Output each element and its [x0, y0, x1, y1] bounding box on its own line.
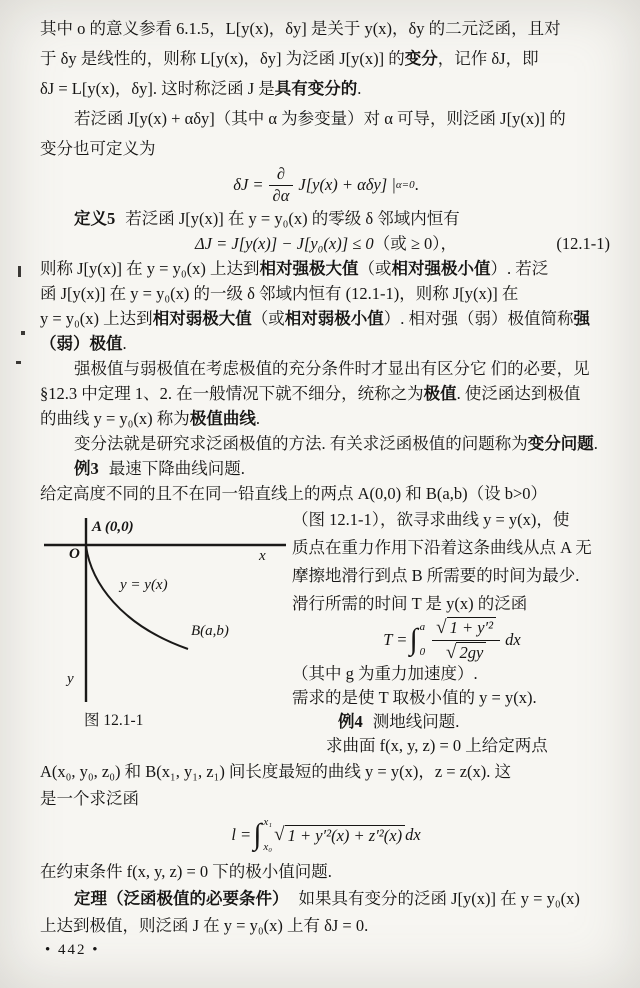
- text-line: [292, 590, 612, 618]
- text-segment: . 使泛函达到极值: [456, 384, 581, 403]
- radicand: 1 + y′²(x) + z′²(x): [285, 825, 406, 846]
- text-segment: ）. 若泛: [490, 259, 549, 278]
- formula-body: J[y(x) + αδy] |: [298, 175, 396, 194]
- radical-sign: √: [446, 641, 457, 663]
- figure-and-text-region: [40, 506, 612, 758]
- curve-label: y = y(x): [120, 577, 168, 593]
- text-line: [40, 331, 612, 356]
- text-line: [40, 256, 612, 281]
- text-line: [292, 662, 612, 686]
- scan-artifact: [18, 266, 21, 277]
- text-line: [40, 456, 612, 481]
- text-line: [292, 734, 612, 758]
- bold-term: 变分问题: [527, 434, 594, 453]
- text-segment: 变分法就是研究求泛函极值的方法. 有关求泛函极值的问题称为: [74, 434, 528, 453]
- text-line: [292, 686, 612, 710]
- page-body: [40, 14, 612, 939]
- definition-label: 定义5: [74, 209, 116, 228]
- text-line: [292, 534, 612, 562]
- fraction-numerator: [432, 617, 500, 641]
- text-line: [40, 44, 612, 74]
- text-segment: 在约束条件 f(x, y, z) = 0 下的极小值问题.: [40, 862, 332, 881]
- formula-differential: dx: [505, 630, 521, 649]
- text-segment: 求曲面 f(x, y, z) = 0 上给定两点: [326, 736, 548, 755]
- text-segment: y = y₀(x) 上达到: [40, 309, 153, 328]
- definition-5: [40, 206, 612, 506]
- example-label: 例4: [338, 712, 363, 731]
- fraction-numerator: ∂: [269, 165, 294, 186]
- text-line: [40, 406, 612, 431]
- bold-term: （弱）极值: [40, 334, 123, 353]
- text-line: [40, 281, 612, 306]
- text-segment: 若泛函 J[y(x) + αδy]（其中 α 为参变量）对 α 可导，则泛函 J[y(x)] 的: [74, 109, 566, 128]
- text-line: [292, 562, 612, 590]
- y-axis-label: y: [67, 671, 74, 687]
- text-line: [40, 785, 612, 812]
- text-segment: 上达到极值，则泛函 J 在 y = y₀(x) 上有 δJ = 0.: [40, 916, 369, 935]
- scan-artifact: [21, 331, 25, 335]
- origin-label: O: [69, 546, 80, 562]
- text-segment: .: [593, 434, 598, 453]
- text-segment: （或: [251, 309, 285, 328]
- point-B-label: B(a,b): [191, 623, 229, 639]
- text-segment: 给定高度不同的且不在同一铅直线上的两点 A(0,0) 和 B(a,b)（设 b>0）: [40, 484, 548, 503]
- formula-lhs: δJ =: [233, 175, 264, 194]
- text-segment: 滑行所需的时间 T 是 y(x) 的泛函: [292, 594, 528, 613]
- text-segment: 最速下降曲线问题.: [108, 459, 245, 478]
- integral: [409, 622, 425, 658]
- text-line: [40, 481, 612, 506]
- text-line: [292, 506, 612, 534]
- text-segment: .: [357, 79, 362, 98]
- bold-term: 具有变分的: [274, 79, 358, 98]
- bold-term: 强: [573, 309, 590, 328]
- formula-arc-length: [40, 812, 612, 858]
- geodesic-paragraph: [40, 758, 612, 939]
- integral-sign: ∫: [409, 623, 418, 656]
- text-line: [40, 885, 612, 912]
- text-segment: ）. 相对强（弱）极值简称: [383, 309, 574, 328]
- fraction-denominator: [432, 641, 500, 664]
- integral-lower-limit: 0: [419, 646, 426, 658]
- text-segment: 是一个求泛函: [40, 789, 139, 808]
- bold-term: 相对弱极小值: [284, 309, 384, 328]
- text-line: [40, 858, 612, 885]
- equation-body: ΔJ = J[y(x)] − J[y₀(x)] ≤ 0: [195, 234, 374, 253]
- integral: [253, 817, 272, 853]
- formula-brachistochrone-time: [292, 618, 612, 662]
- text-line: [40, 381, 612, 406]
- brachistochrone-diagram: [40, 506, 290, 706]
- radical-sign: √: [436, 616, 447, 638]
- figure-caption: 图 12.1-1: [84, 712, 144, 729]
- fraction: [432, 617, 500, 664]
- text-segment: ，记作 δJ，即: [437, 49, 539, 68]
- fraction-denominator: ∂α: [272, 185, 290, 205]
- equation-paren: （或 ≥ 0），: [373, 234, 457, 253]
- formula-variation-derivative: [40, 164, 612, 206]
- integral-sign: ∫: [253, 818, 262, 851]
- bold-term: 相对弱极大值: [152, 309, 252, 328]
- fraction: [269, 165, 294, 206]
- text-line: [40, 104, 612, 134]
- wrapped-text-column: [292, 506, 612, 758]
- integral-upper-limit: x₁: [263, 816, 273, 828]
- equation-number: (12.1-1): [556, 234, 610, 253]
- formula-differential: dx: [405, 825, 421, 844]
- text-segment: 于 δy 是线性的，则称 L[y(x)，δy] 为泛函 J[y(x)] 的: [40, 49, 405, 68]
- text-segment: （图 12.1-1），欲寻求曲线 y = y(x)，使: [292, 510, 570, 529]
- text-line: [292, 710, 612, 734]
- bold-term: 极值: [423, 384, 457, 403]
- example-label: 例3: [74, 459, 99, 478]
- bold-term: 极值曲线: [189, 409, 256, 428]
- text-line: [40, 14, 612, 44]
- text-segment: .: [122, 334, 127, 353]
- page-number: • 442 •: [45, 942, 100, 958]
- text-line: [40, 306, 612, 331]
- formula-period: .: [414, 175, 419, 194]
- scan-artifact: [16, 361, 21, 364]
- radicand: 2gy: [456, 642, 486, 662]
- text-segment: .: [255, 409, 260, 428]
- integral-limits: [420, 622, 426, 658]
- text-line: [40, 74, 612, 104]
- radical-sign: √: [274, 824, 285, 845]
- text-segment: （或: [358, 259, 392, 278]
- text-line: [40, 356, 612, 381]
- text-segment: 测地线问题.: [372, 712, 460, 731]
- bold-term: 相对强极小值: [391, 259, 491, 278]
- text-line: [40, 912, 612, 939]
- paragraph-variation-def: [40, 14, 612, 164]
- text-segment: 摩擦地滑行到点 B 所需要的时间为最少.: [292, 566, 580, 585]
- text-segment: 的曲线 y = y₀(x) 称为: [40, 409, 190, 428]
- theorem-label: 定理（泛函极值的必要条件）: [74, 889, 289, 908]
- figure-12-1-1: [40, 506, 290, 756]
- text-segment: 则称 J[y(x)] 在 y = y₀(x) 上达到: [40, 259, 260, 278]
- formula-lhs: l =: [231, 825, 252, 844]
- text-line: [40, 206, 612, 232]
- text-segment: §12.3 中定理 1、2. 在一般情况下就不细分，统称之为: [40, 384, 424, 403]
- text-segment: 质点在重力作用下沿着这条曲线从点 A 无: [292, 538, 592, 557]
- text-segment: 变分也可定义为: [40, 139, 156, 158]
- x-axis-label: x: [259, 548, 266, 564]
- formula-subscript: α=0: [395, 179, 415, 191]
- integral-limits: [263, 817, 272, 853]
- text-line: [40, 431, 612, 456]
- integral-lower-limit: x₀: [263, 841, 273, 853]
- formula-lhs: T =: [383, 630, 408, 649]
- bold-term: 变分: [404, 49, 438, 68]
- text-segment: 若泛函 J[y(x)] 在 y = y₀(x) 的零级 δ 邻域内恒有: [125, 209, 460, 228]
- text-segment: （其中 g 为重力加速度）.: [292, 664, 478, 683]
- text-line: [40, 134, 612, 164]
- text-segment: 强极值与弱极值在考虑极值的充分条件时才显出有区分它 们的必要，见: [74, 359, 590, 378]
- bold-term: 相对强极大值: [259, 259, 359, 278]
- point-A-label: A (0,0): [92, 519, 134, 535]
- text-segment: δJ = L[y(x)，δy]. 这时称泛函 J 是: [40, 79, 275, 98]
- radicand: 1 + y′²: [447, 617, 497, 637]
- text-segment: 其中 o 的意义参看 6.1.5，L[y(x)，δy] 是关于 y(x)，δy 的二元泛函，且对: [40, 19, 561, 38]
- text-segment: 需求的是使 T 取极小值的 y = y(x).: [292, 688, 537, 707]
- definition-5-body: [40, 256, 612, 506]
- integral-upper-limit: a: [419, 621, 426, 633]
- text-segment: A(x₀, y₀, z₀) 和 B(x₁, y₁, z₁) 间长度最短的曲线 y = y(x)，z = z(x). 这: [40, 762, 512, 781]
- text-segment: 函 J[y(x)] 在 y = y₀(x) 的一级 δ 邻域内恒有 (12.1-1)，则称 J[y(x)] 在: [40, 284, 519, 303]
- curve-y-of-x: [86, 546, 188, 649]
- text-segment: 如果具有变分的泛函 J[y(x)] 在 y = y₀(x): [298, 889, 580, 908]
- equation-12-1-1: [40, 232, 612, 256]
- text-line: [40, 758, 612, 785]
